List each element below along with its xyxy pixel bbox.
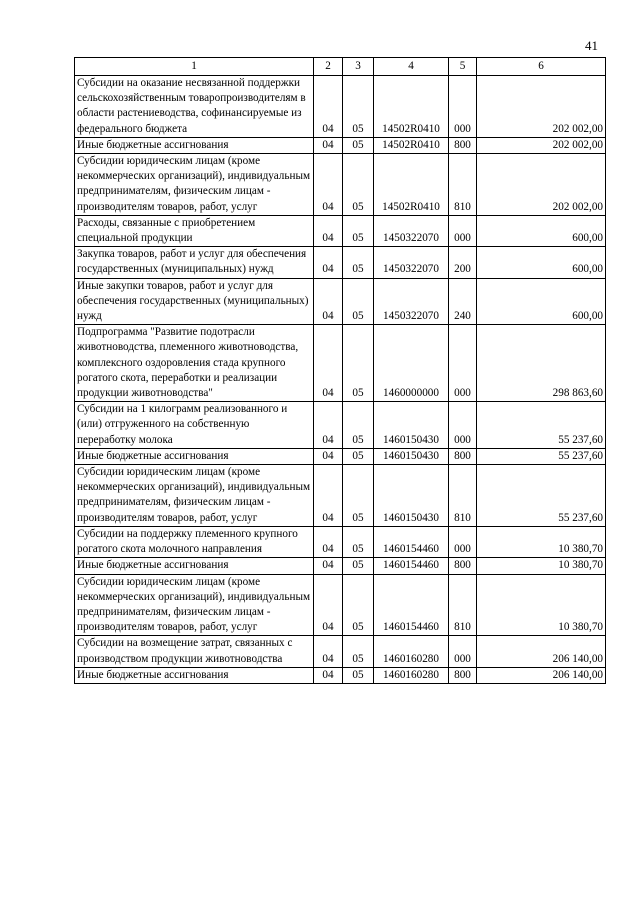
target-article-cell: 1460160280 [374,667,449,683]
table-row [75,154,606,216]
expense-type-cell: 200 [449,247,477,278]
subsection-cell: 05 [343,558,374,574]
page-number: 41 [585,38,598,53]
table-row [75,76,606,138]
row-name-cell: Субсидии на оказание несвязанной поддержки сельскохозяйственным товаропроизводителям в области растениеводства, софинансируемые из федерального бюджета [75,76,314,138]
section-cell: 04 [314,526,343,557]
subsection-cell: 05 [343,76,374,138]
table-row [75,278,606,325]
table-row [75,558,606,574]
header-col-2: 2 [314,58,343,76]
table-row [75,402,606,449]
row-name-cell: Субсидии на 1 килограмм реализованного и (или) отгруженного на собственную переработку молока [75,402,314,449]
section-cell: 04 [314,636,343,667]
subsection-cell: 05 [343,154,374,216]
expense-type-cell: 000 [449,215,477,246]
subsection-cell: 05 [343,667,374,683]
target-article-cell: 14502R0410 [374,154,449,216]
row-name-cell: Иные бюджетные ассигнования [75,448,314,464]
expense-type-cell: 000 [449,402,477,449]
amount-cell: 10 380,70 [477,558,606,574]
amount-cell: 202 002,00 [477,137,606,153]
amount-cell: 202 002,00 [477,154,606,216]
target-article-cell: 1460150430 [374,448,449,464]
section-cell: 04 [314,465,343,527]
header-col-1: 1 [75,58,314,76]
row-name-cell: Субсидии на поддержку племенного крупного рогатого скота молочного направления [75,526,314,557]
target-article-cell: 1460154460 [374,558,449,574]
table-row [75,526,606,557]
expense-type-cell: 800 [449,137,477,153]
expense-type-cell: 000 [449,76,477,138]
row-name-cell: Субсидии юридическим лицам (кроме некоммерческих организаций), индивидуальным предпринимателям, физическим лицам - производителям товаров, работ, услуг [75,574,314,636]
header-row [75,58,606,76]
amount-cell: 10 380,70 [477,574,606,636]
expense-type-cell: 800 [449,448,477,464]
subsection-cell: 05 [343,215,374,246]
section-cell: 04 [314,448,343,464]
header-col-5: 5 [449,58,477,76]
section-cell: 04 [314,154,343,216]
table-row [75,325,606,402]
subsection-cell: 05 [343,526,374,557]
row-name-cell: Иные бюджетные ассигнования [75,558,314,574]
expense-type-cell: 810 [449,154,477,216]
section-cell: 04 [314,76,343,138]
row-name-cell: Подпрограмма "Развитие подотрасли животноводства, племенного животноводства, комплексного оздоровления стада крупного рогатого скота, переработки и реализации продукции животноводства" [75,325,314,402]
table-row [75,574,606,636]
table-body [75,76,606,684]
subsection-cell: 05 [343,278,374,325]
subsection-cell: 05 [343,574,374,636]
header-col-6: 6 [477,58,606,76]
subsection-cell: 05 [343,402,374,449]
expense-type-cell: 810 [449,574,477,636]
row-name-cell: Иные бюджетные ассигнования [75,667,314,683]
section-cell: 04 [314,215,343,246]
subsection-cell: 05 [343,325,374,402]
header-col-3: 3 [343,58,374,76]
section-cell: 04 [314,247,343,278]
row-name-cell: Расходы, связанные с приобретением специальной продукции [75,215,314,246]
amount-cell: 600,00 [477,215,606,246]
target-article-cell: 1460154460 [374,526,449,557]
expense-type-cell: 000 [449,636,477,667]
amount-cell: 206 140,00 [477,636,606,667]
subsection-cell: 05 [343,465,374,527]
subsection-cell: 05 [343,448,374,464]
table-row [75,636,606,667]
amount-cell: 55 237,60 [477,402,606,449]
amount-cell: 55 237,60 [477,465,606,527]
target-article-cell: 1450322070 [374,247,449,278]
amount-cell: 600,00 [477,278,606,325]
target-article-cell: 1460000000 [374,325,449,402]
target-article-cell: 14502R0410 [374,76,449,138]
table-row [75,137,606,153]
expense-type-cell: 800 [449,558,477,574]
amount-cell: 202 002,00 [477,76,606,138]
section-cell: 04 [314,402,343,449]
table-row [75,215,606,246]
row-name-cell: Закупка товаров, работ и услуг для обеспечения государственных (муниципальных) нужд [75,247,314,278]
target-article-cell: 1460160280 [374,636,449,667]
row-name-cell: Субсидии на возмещение затрат, связанных с производством продукции животноводства [75,636,314,667]
subsection-cell: 05 [343,137,374,153]
target-article-cell: 1450322070 [374,215,449,246]
subsection-cell: 05 [343,636,374,667]
table-row [75,465,606,527]
table-row [75,448,606,464]
amount-cell: 10 380,70 [477,526,606,557]
row-name-cell: Иные закупки товаров, работ и услуг для обеспечения государственных (муниципальных) нужд [75,278,314,325]
amount-cell: 55 237,60 [477,448,606,464]
subsection-cell: 05 [343,247,374,278]
target-article-cell: 1460150430 [374,402,449,449]
expense-type-cell: 240 [449,278,477,325]
section-cell: 04 [314,558,343,574]
section-cell: 04 [314,278,343,325]
row-name-cell: Субсидии юридическим лицам (кроме некоммерческих организаций), индивидуальным предпринимателям, физическим лицам - производителям товаров, работ, услуг [75,154,314,216]
amount-cell: 298 863,60 [477,325,606,402]
section-cell: 04 [314,137,343,153]
target-article-cell: 14502R0410 [374,137,449,153]
row-name-cell: Иные бюджетные ассигнования [75,137,314,153]
expense-type-cell: 000 [449,526,477,557]
target-article-cell: 1450322070 [374,278,449,325]
amount-cell: 600,00 [477,247,606,278]
expense-type-cell: 800 [449,667,477,683]
expense-type-cell: 000 [449,325,477,402]
section-cell: 04 [314,325,343,402]
table-row [75,667,606,683]
expense-type-cell: 810 [449,465,477,527]
target-article-cell: 1460154460 [374,574,449,636]
header-col-4: 4 [374,58,449,76]
table-row [75,247,606,278]
section-cell: 04 [314,574,343,636]
budget-table [74,57,606,684]
row-name-cell: Субсидии юридическим лицам (кроме некоммерческих организаций), индивидуальным предпринимателям, физическим лицам - производителям товаров, работ, услуг [75,465,314,527]
section-cell: 04 [314,667,343,683]
amount-cell: 206 140,00 [477,667,606,683]
target-article-cell: 1460150430 [374,465,449,527]
